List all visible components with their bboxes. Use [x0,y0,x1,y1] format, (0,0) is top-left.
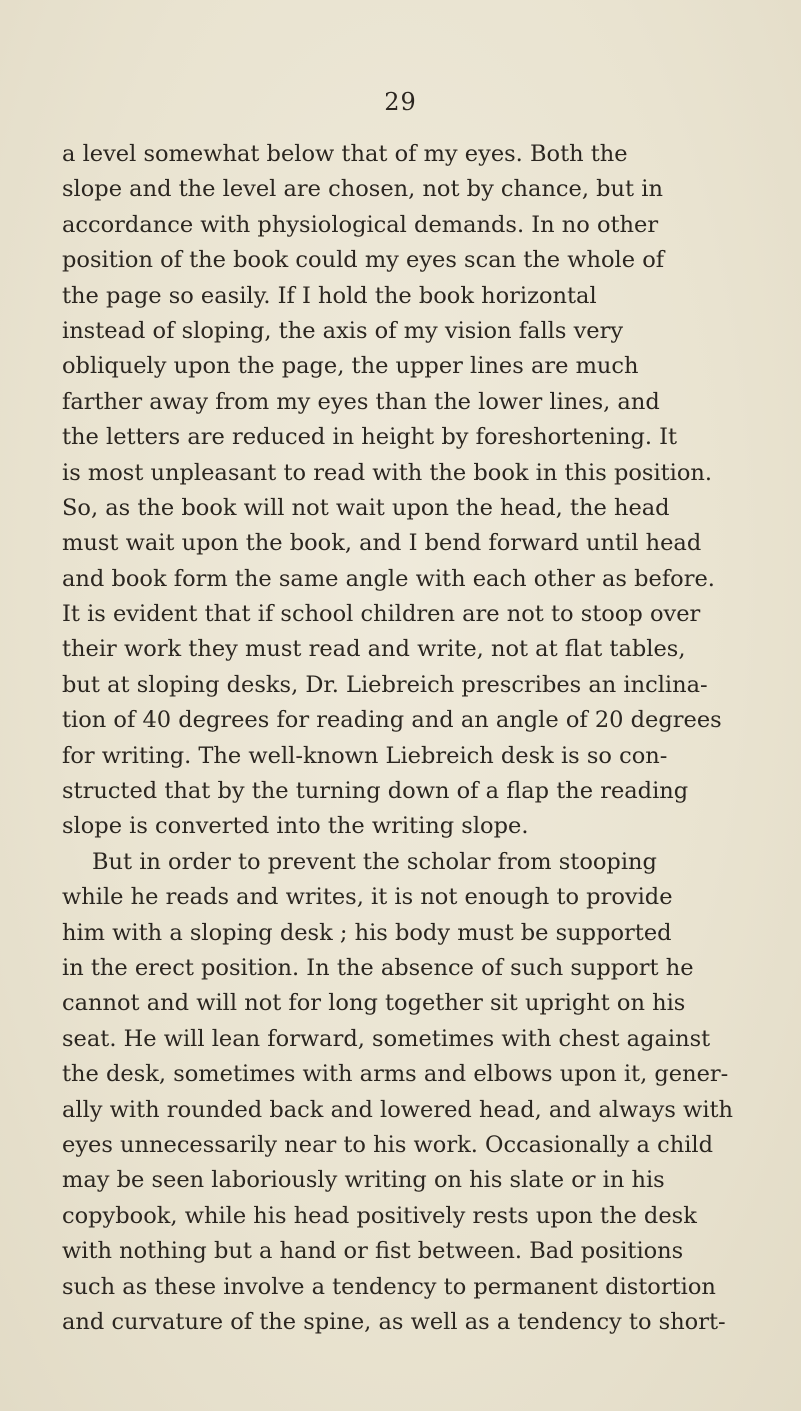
text-line: for writing. The well-known Liebreich desk is so con- [62,742,668,769]
text-line: structed that by the turning down of a flap the reading [62,778,689,805]
text-line: cannot and will not for long together sit upright on his [62,990,686,1017]
text-line: in the erect position. In the absence of such support he [62,954,694,981]
text-line: but at sloping desks, Dr. Liebreich prescribes an inclina- [62,671,708,698]
text-line: farther away from my eyes than the lower lines, and [62,388,660,415]
text-line: slope is converted into the writing slope. [62,813,529,840]
text-line: and curvature of the spine, as well as a tendency to short- [62,1308,726,1335]
text-line: obliquely upon the page, the upper lines are much [62,353,639,380]
text-line: may be seen laboriously writing on his slate or in his [62,1167,665,1194]
text-line: the page so easily. If I hold the book horizontal [62,282,597,309]
text-line: So, as the book will not wait upon the head, the head [62,494,670,521]
text-line: the letters are reduced in height by foreshortening. It [62,424,678,451]
text-line: position of the book could my eyes scan the whole of [62,247,665,274]
text-line: such as these involve a tendency to permanent distortion [62,1273,716,1300]
text-line: a level somewhat below that of my eyes. Both the [62,141,628,167]
text-line: It is evident that if school children are not to stoop over [62,601,701,628]
text-line: must wait upon the book, and I bend forward until head [62,530,702,557]
text-line: But in order to prevent the scholar from stooping [92,848,657,875]
body-text [62,137,738,1340]
text-line: accordance with physiological demands. In no other [62,211,659,238]
text-line: their work they must read and write, not at flat tables, [62,636,686,663]
text-line: him with a sloping desk ; his body must be supported [62,919,672,946]
text-line: while he reads and writes, it is not enough to provide [62,884,673,911]
page-number: 29 [384,88,417,116]
text-line: and book form the same angle with each other as before. [62,565,715,592]
text-line: is most unpleasant to read with the book in this position. [62,459,713,486]
text-line: slope and the level are chosen, not by chance, but in [62,176,663,203]
text-line: tion of 40 degrees for reading and an angle of 20 degrees [62,707,722,734]
text-line: with nothing but a hand or fist between. Bad positions [62,1238,684,1265]
text-line: eyes unnecessarily near to his work. Occasionally a child [62,1131,713,1158]
text-line: instead of sloping, the axis of my vision falls very [62,317,624,344]
text-line: the desk, sometimes with arms and elbows upon it, gener- [62,1061,729,1088]
text-line: seat. He will lean forward, sometimes with chest against [62,1025,711,1052]
text-line: ally with rounded back and lowered head, and always with [62,1096,734,1123]
text-line: copybook, while his head positively rests upon the desk [62,1202,697,1229]
